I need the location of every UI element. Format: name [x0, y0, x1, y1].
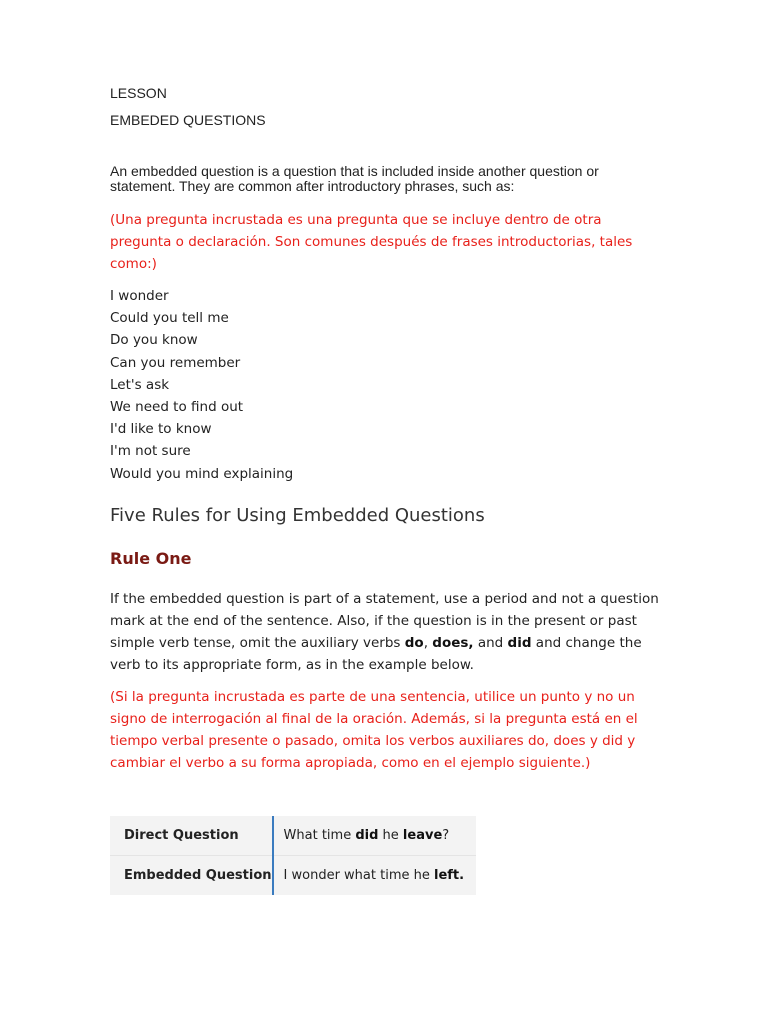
rule-keyword-does: does,	[432, 635, 474, 651]
rule-text: ,	[423, 635, 433, 651]
value-text: I wonder what time he	[283, 868, 434, 883]
row-label: Direct Question	[124, 828, 239, 843]
value-text: he	[378, 828, 403, 843]
value-keyword: did	[355, 828, 379, 843]
list-item: We need to find out	[110, 399, 244, 416]
list-item: I'm not sure	[110, 443, 191, 460]
section-heading: Five Rules for Using Embedded Questions	[110, 505, 485, 526]
rule-one-paragraph-spanish: (Si la pregunta incrustada es parte de una sentencia, utilice un punto y no un signo de interrogación al final de la oración. Además, si la pregunta está en el tiempo verbal presente o pasado, omita los verbos auxiliares do, does y did y cambiar el verbo a su forma apropiada, como en el ejemplo siguiente.)	[110, 689, 638, 771]
value-keyword: leave	[402, 828, 443, 843]
row-label: Embedded Question	[110, 856, 273, 896]
rule-one-paragraph	[110, 588, 670, 676]
list-item: I'd like to know	[110, 421, 212, 438]
rule-text: If the embedded question is part of a statement, use a period and not a question mark at the end of the sentence. Also, if the question is in the present or past simple verb tense, omit the auxiliary verbs	[110, 591, 659, 651]
value-text: ?	[442, 828, 450, 843]
list-item: Can you remember	[110, 354, 241, 371]
value-text: What time	[283, 828, 356, 843]
list-item: Let's ask	[110, 376, 170, 393]
lesson-title: EMBEDED QUESTIONS	[110, 112, 266, 128]
lesson-label: LESSON	[110, 85, 167, 101]
list-item: Could you tell me	[110, 310, 229, 327]
rule-one-heading: Rule One	[110, 549, 192, 568]
value-keyword: left.	[434, 868, 465, 883]
list-item: Would you mind explaining	[110, 465, 294, 482]
row-value	[273, 816, 476, 856]
list-item: Do you know	[110, 332, 198, 349]
intro-paragraph-spanish: (Una pregunta incrustada es una pregunta que se incluye dentro de otra pregunta o declaración. Son comunes después de frases introductorias, tales como:)	[110, 212, 633, 272]
introductory-phrases-list	[110, 285, 293, 485]
rule-text: and	[473, 635, 508, 651]
example-table	[110, 816, 476, 895]
row-value	[273, 856, 476, 896]
intro-paragraph: An embedded question is a question that is included inside another question or statement. They are common after introductory phrases, such as:	[110, 163, 599, 194]
rule-text: and change the verb to its appropriate form, as in the example below.	[110, 635, 642, 673]
list-item: I wonder	[110, 288, 169, 304]
rule-keyword-do: do	[404, 635, 424, 651]
table-row	[110, 816, 476, 856]
table-row	[110, 856, 476, 896]
rule-keyword-did: did	[507, 635, 532, 651]
